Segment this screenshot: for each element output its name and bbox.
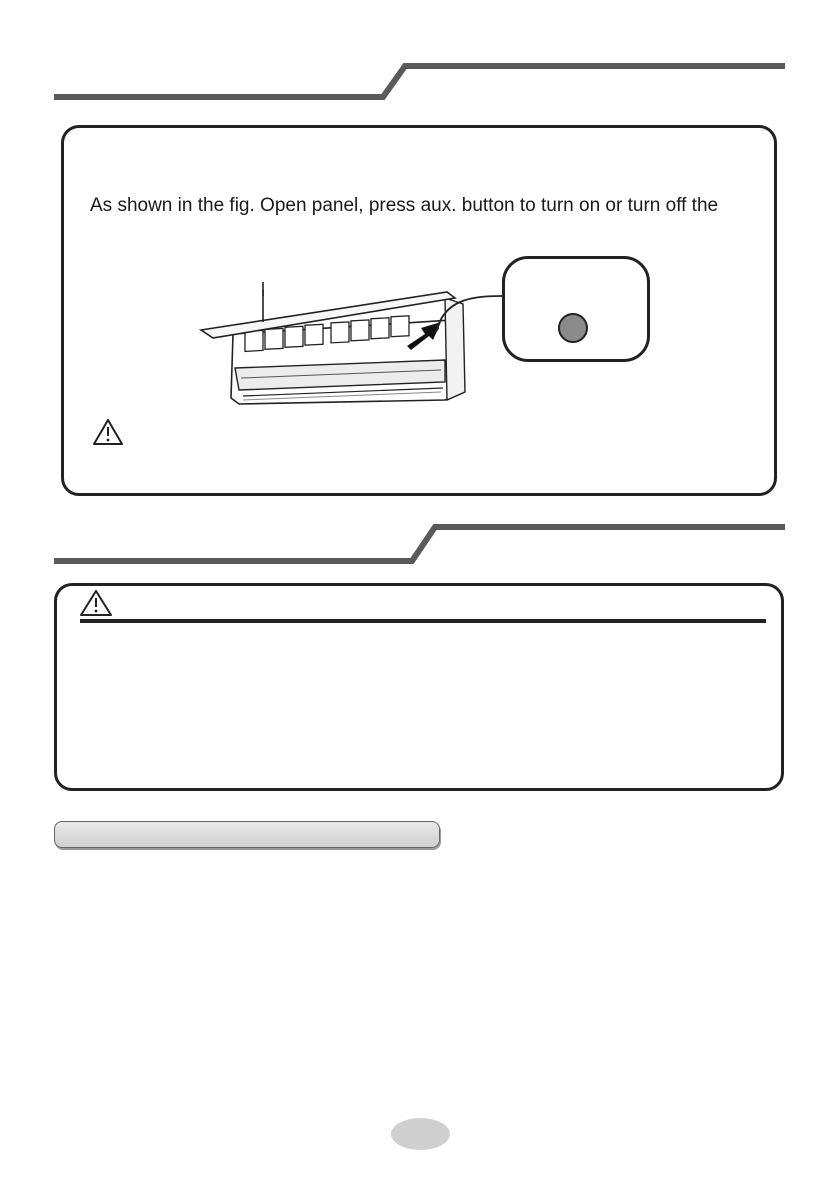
section-header-rule-1 — [0, 0, 840, 110]
aux-button-icon[interactable] — [558, 313, 588, 343]
aux-button-instruction: As shown in the fig. Open panel, press aux. button to turn on or turn off the — [90, 195, 719, 216]
warning-triangle-icon — [92, 418, 124, 446]
subsection-heading-pill — [54, 821, 440, 848]
callout-line — [430, 290, 510, 340]
warning-triangle-icon — [79, 589, 113, 617]
caution-divider — [80, 619, 766, 623]
section-header-rule-2 — [0, 500, 840, 570]
page-number-badge — [391, 1118, 450, 1150]
aux-button-closeup — [502, 256, 650, 362]
caution-panel — [54, 583, 784, 791]
